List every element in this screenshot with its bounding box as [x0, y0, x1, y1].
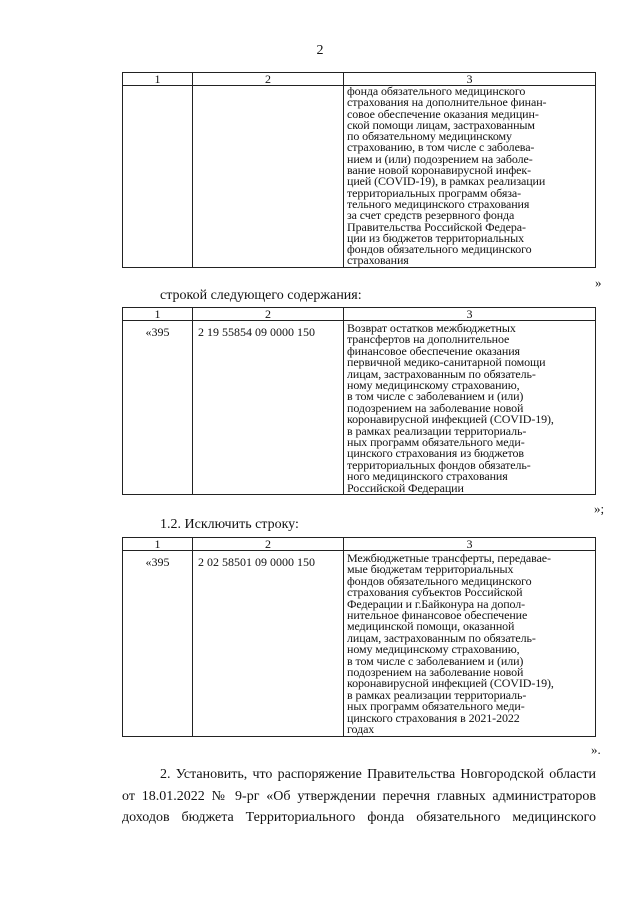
- description-line: Российской Федерации: [347, 480, 464, 495]
- description-line: лицам, застрахованным по обязатель-: [347, 630, 536, 645]
- description-line: первичной медико-санитарной помощи: [347, 355, 546, 370]
- description-line: нительное финансовое обеспечение: [347, 608, 528, 623]
- description-line: годах: [347, 722, 375, 737]
- description-line: финансовое обеспечение оказания: [347, 343, 520, 358]
- table-continued-row: [122, 72, 596, 268]
- description-line: Правительства Российской Федера-: [347, 219, 526, 234]
- table-header-row: [123, 308, 596, 321]
- closing-quote-semicolon: »;: [594, 501, 605, 516]
- description-line: страхования на дополнительное финан-: [347, 95, 547, 110]
- description-line: мые бюджетам территориальных: [347, 562, 514, 577]
- description-line: страхования: [347, 253, 409, 268]
- header-col-2: 2: [193, 538, 344, 551]
- row-number-cell: [123, 86, 193, 268]
- description-line: коронавирусной инфекцией (COVID-19),: [347, 676, 554, 691]
- description-line: в том числе с заболеванием и (или): [347, 653, 524, 668]
- description-line: ской помощи лицам, застрахованным: [347, 117, 535, 132]
- description-line: Возврат остатков межбюджетных: [347, 321, 516, 335]
- description-line: ции из бюджетов территориальных: [347, 230, 524, 245]
- paragraph-line: от 18.01.2022 № 9-рг «Об утверждении перечня главных администраторов: [122, 788, 596, 804]
- header-col-1: 1: [123, 308, 193, 321]
- code-cell: 2 02 58501 09 0000 150: [193, 551, 344, 737]
- description-line: тельного медицинского страхования: [347, 196, 530, 211]
- description-line: ных программ обязательного меди-: [347, 699, 525, 714]
- body-paragraph: [122, 764, 596, 829]
- description-line: медицинской помощи, оказанной: [347, 619, 515, 634]
- closing-quote: »: [595, 275, 602, 290]
- description-line: вание новой коронавирусной инфек-: [347, 163, 531, 178]
- description-line: цией (COVID-19), в рамках реализации: [347, 174, 546, 189]
- description-line: страхования субъектов Российской: [347, 585, 523, 600]
- header-col-3: 3: [344, 308, 596, 321]
- description-line: фонда обязательного медицинского: [347, 84, 526, 98]
- lead-text: строкой следующего содержания:: [160, 288, 362, 303]
- description-line: подозрением на заболевание новой: [347, 400, 524, 415]
- table-row: [123, 86, 596, 268]
- header-col-1: 1: [123, 73, 193, 86]
- description-line: фондов обязательного медицинского: [347, 573, 532, 588]
- description-line: цинского страхования из бюджетов: [347, 446, 524, 461]
- description-line: коронавирусной инфекцией (COVID-19),: [347, 412, 554, 427]
- description-line: Федерации и г.Байконура на допол-: [347, 596, 526, 611]
- description-line: в том числе с заболеванием и (или): [347, 389, 524, 404]
- header-col-2: 2: [193, 73, 344, 86]
- description-line: цинского страхования в 2021-2022: [347, 710, 520, 725]
- description-line: в рамках реализации территориаль-: [347, 687, 527, 702]
- description-cell: [344, 551, 596, 737]
- description-line: ного медицинского страхования: [347, 469, 508, 484]
- header-col-2: 2: [193, 308, 344, 321]
- description-line: ному медицинскому страхованию,: [347, 378, 520, 393]
- section-text: 1.2. Исключить строку:: [160, 517, 299, 532]
- header-col-3: 3: [344, 538, 596, 551]
- description-line: лицам, застрахованным по обязатель-: [347, 366, 536, 381]
- description-line: Межбюджетные трансферты, передавае-: [347, 551, 551, 565]
- paragraph-line: доходов бюджета Территориального фонда обязательного медицинского: [122, 810, 596, 825]
- description-line: трансфертов на дополнительное: [347, 332, 510, 347]
- page-number: 2: [316, 43, 324, 58]
- description-line: территориальных фондов обязатель-: [347, 457, 531, 472]
- description-line: территориальных программ обяза-: [347, 185, 522, 200]
- description-line: в рамках реализации территориаль-: [347, 423, 527, 438]
- table-row: [123, 551, 596, 737]
- header-col-3: 3: [344, 73, 596, 86]
- table-excluded-row: [122, 537, 596, 737]
- row-number-cell: «395: [123, 321, 193, 495]
- paragraph-line: 2. Установить, что распоряжение Правительства Новгородской области: [160, 767, 596, 782]
- description-line: нием и (или) подозрением на заболе-: [347, 151, 533, 166]
- description-cell: [344, 86, 596, 268]
- description-line: подозрением на заболевание новой: [347, 665, 524, 680]
- table-new-row: [122, 307, 596, 495]
- description-line: по обязательному медицинскому: [347, 129, 512, 144]
- description-line: ному медицинскому страхованию,: [347, 642, 520, 657]
- table-row: [123, 321, 596, 495]
- table-header-row: [123, 538, 596, 551]
- description-line: ных программ обязательного меди-: [347, 435, 525, 450]
- header-col-1: 1: [123, 538, 193, 551]
- description-line: за счет средств резервного фонда: [347, 208, 515, 223]
- code-cell: [193, 86, 344, 268]
- description-line: страхованию, в том числе с заболева-: [347, 140, 535, 155]
- closing-quote-period: ».: [591, 742, 601, 757]
- description-line: совое обеспечение оказания медицин-: [347, 106, 539, 121]
- description-line: фондов обязательного медицинского: [347, 242, 532, 257]
- row-number-cell: «395: [123, 551, 193, 737]
- description-cell: [344, 321, 596, 495]
- code-cell: 2 19 55854 09 0000 150: [193, 321, 344, 495]
